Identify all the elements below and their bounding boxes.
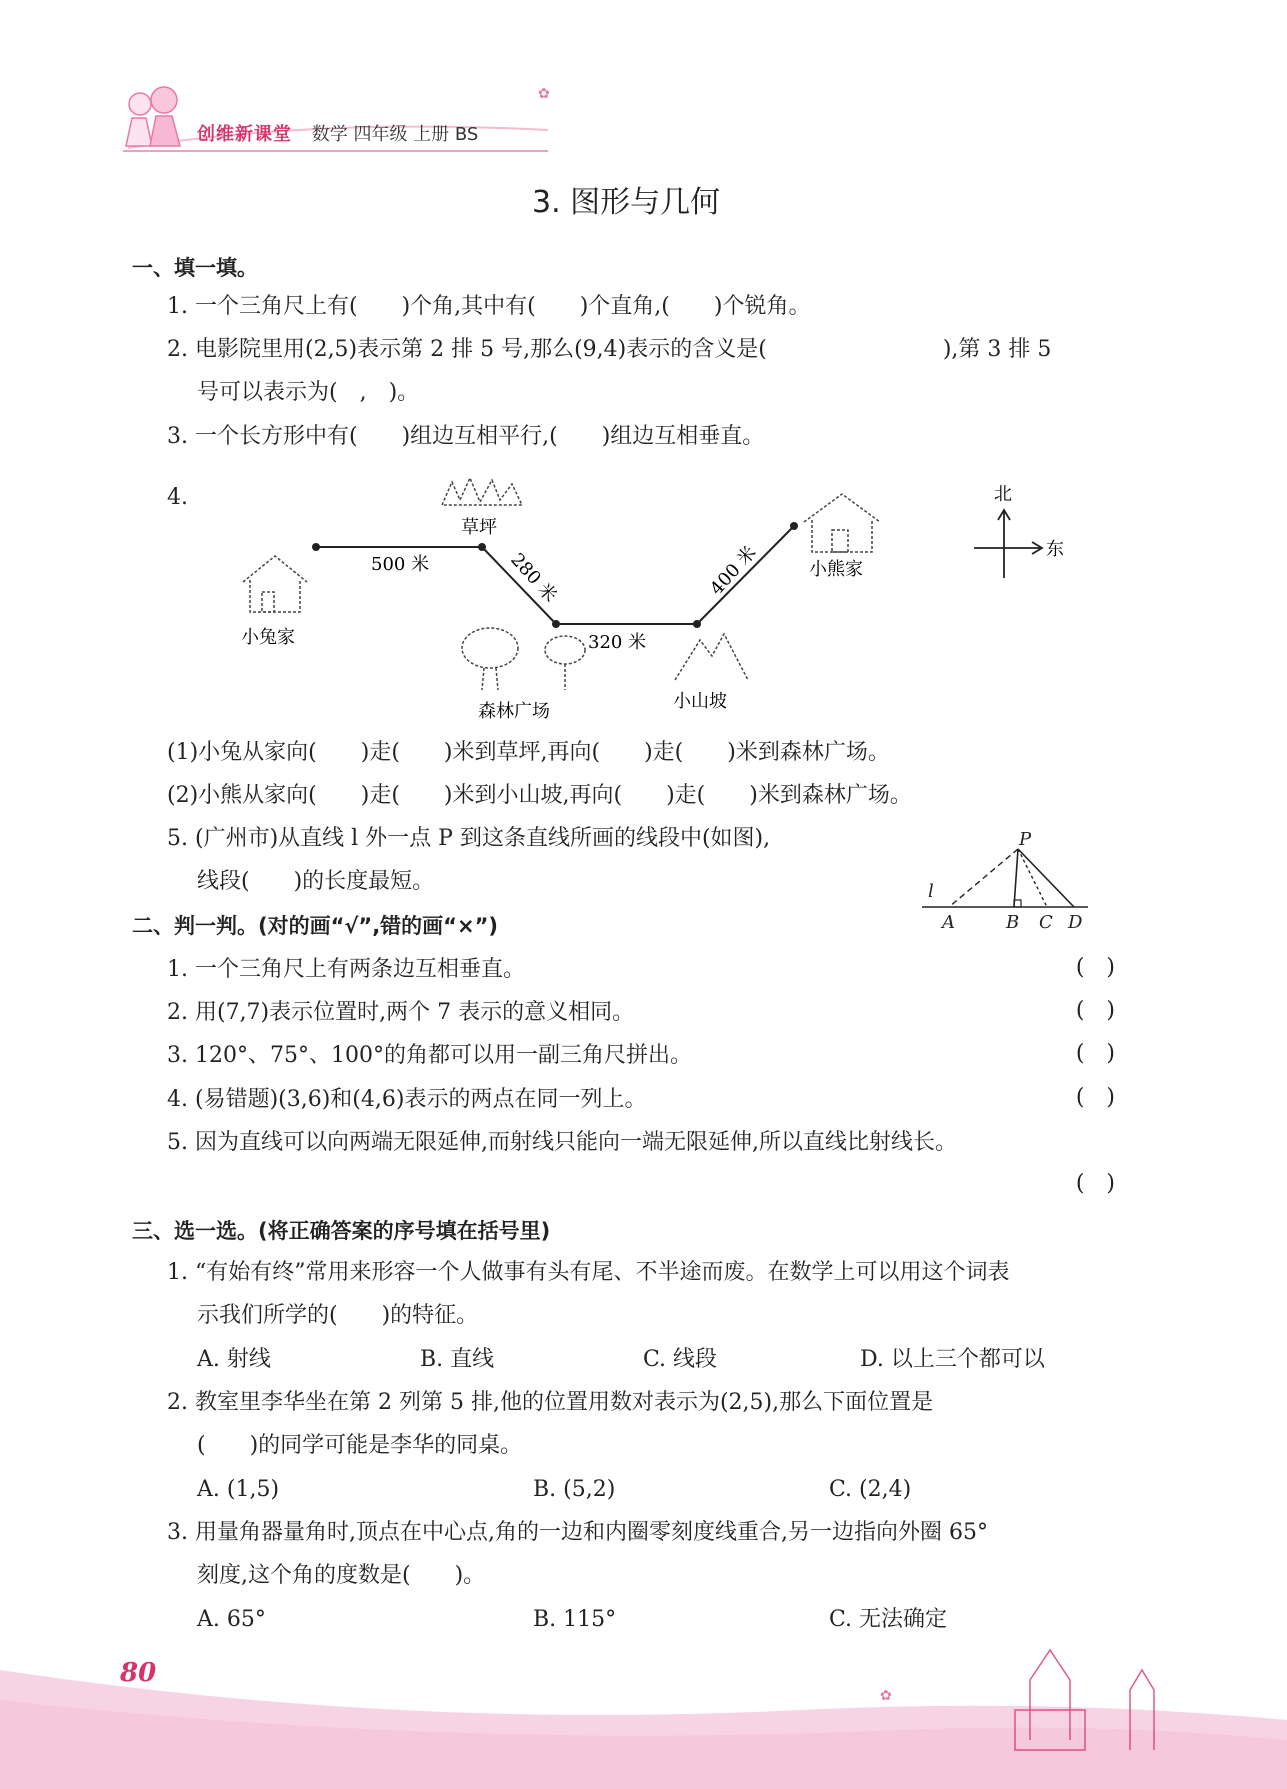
- q4-part2: (2)小熊从家向( )走( )米到小山坡,再向( )走( )米到森林广场。: [167, 783, 912, 808]
- q1-fill-text: 1. 一个三角尺上有( )个角,其中有( )个直角,( )个锐角。: [167, 294, 811, 319]
- compass-east: 东: [1046, 539, 1064, 560]
- choice-q3-option-c[interactable]: C. 无法确定: [829, 1607, 948, 1632]
- choice-q2-option-a[interactable]: A. (1,5): [197, 1477, 280, 1502]
- choice-q1-option-c[interactable]: C. 线段: [643, 1347, 718, 1372]
- point-p-label: P: [1019, 829, 1032, 850]
- cartoon-girls-icon: [126, 87, 180, 146]
- choice-q2-line1: 2. 教室里李华坐在第 2 列第 5 排,他的位置用数对表示为(2,5),那么下面位置是: [167, 1390, 934, 1415]
- point-d-label: D: [1068, 912, 1083, 933]
- page-title: 3. 图形与几何: [532, 185, 721, 220]
- place-rabbit-home: 小兔家: [241, 627, 295, 648]
- place-hill: 小山坡: [673, 691, 727, 712]
- judge-answer-2[interactable]: (): [1075, 998, 1137, 1023]
- header-text: [197, 120, 478, 146]
- section3-heading: 三、选一选。(将正确答案的序号填在括号里): [132, 1219, 551, 1243]
- distance-500: 500 米: [371, 554, 430, 575]
- point-a-label: A: [942, 912, 955, 933]
- place-grass: 草坪: [461, 517, 497, 538]
- path-hill-bear: [697, 526, 794, 624]
- judge-answer-4[interactable]: (): [1075, 1085, 1137, 1110]
- page-number: 80: [120, 1658, 157, 1688]
- judge-item-4: 4. (易错题)(3,6)和(4,6)表示的两点在同一列上。: [167, 1087, 647, 1112]
- footer-wave: [0, 1640, 1287, 1789]
- forest-trees-icon: [462, 628, 585, 690]
- section2-heading: 二、判一判。(对的画“√”,错的画“×”): [132, 914, 498, 938]
- hill-icon: [675, 634, 748, 680]
- point-c-label: C: [1039, 912, 1053, 933]
- bear-house-icon: [804, 494, 880, 552]
- brand-name: 创维新课堂: [197, 124, 292, 145]
- judge-answer-1[interactable]: (): [1075, 955, 1137, 980]
- distance-320: 320 米: [588, 632, 647, 653]
- compass-north: 北: [994, 484, 1012, 505]
- choice-q2-option-b[interactable]: B. (5,2): [533, 1477, 616, 1502]
- judge-item-1: 1. 一个三角尺上有两条边互相垂直。: [167, 957, 525, 982]
- rabbit-house-icon: [243, 556, 307, 612]
- svg-text:✿: ✿: [538, 86, 550, 102]
- choice-q3-option-a[interactable]: A. 65°: [197, 1607, 266, 1632]
- choice-q3-option-b[interactable]: B. 115°: [533, 1607, 617, 1632]
- choice-q1-line1: 1. “有始有终”常用来形容一个人做事有头有尾、不半途而废。在数学上可以用这个词表: [167, 1260, 1010, 1285]
- q5-line2: 线段( )的长度最短。: [197, 869, 435, 894]
- q2-fill-text-line1: 2. 电影院里用(2,5)表示第 2 排 5 号,那么(9,4)表示的含义是( ),第 3 排 5: [167, 337, 1052, 362]
- q2-fill-text-line2: 号可以表示为( , )。: [197, 380, 420, 405]
- distance-400: 400 米: [706, 542, 761, 600]
- choice-q2-option-c[interactable]: C. (2,4): [829, 1477, 912, 1502]
- place-forest-square: 森林广场: [478, 701, 550, 722]
- line-l-label: l: [928, 881, 934, 902]
- grass-icon: [442, 478, 522, 505]
- point-b-label: B: [1006, 912, 1020, 933]
- section1-heading: 一、填一填。: [132, 256, 258, 280]
- q4-number: 4.: [167, 485, 188, 510]
- q3-fill-text: 3. 一个长方形中有( )组边互相平行,( )组边互相垂直。: [167, 424, 765, 449]
- place-bear-home: 小熊家: [809, 559, 863, 580]
- q5-line1: 5. (广州市)从直线 l 外一点 P 到这条直线所画的线段中(如图),: [167, 826, 771, 851]
- judge-item-2: 2. 用(7,7)表示位置时,两个 7 表示的意义相同。: [167, 1000, 635, 1025]
- choice-q3-line2: 刻度,这个角的度数是( )。: [197, 1563, 486, 1588]
- choice-q1-option-a[interactable]: A. 射线: [197, 1347, 271, 1372]
- judge-item-5: 5. 因为直线可以向两端无限延伸,而射线只能向一端无限延伸,所以直线比射线长。: [167, 1130, 957, 1155]
- choice-q3-line1: 3. 用量角器量角时,顶点在中心点,角的一边和内圈零刻度线重合,另一边指向外圈 65°: [167, 1520, 988, 1545]
- choice-q2-line2: ( )的同学可能是李华的同桌。: [197, 1433, 523, 1458]
- line-segments-figure: [900, 820, 1100, 935]
- judge-answer-3[interactable]: (): [1075, 1041, 1137, 1066]
- choice-q1-line2: 示我们所学的( )的特征。: [197, 1303, 479, 1328]
- choice-q1-option-d[interactable]: D. 以上三个都可以: [860, 1347, 1045, 1372]
- map-figure: [200, 470, 1100, 730]
- judge-item-3: 3. 120°、75°、100°的角都可以用一副三角尺拼出。: [167, 1043, 692, 1068]
- choice-q1-option-b[interactable]: B. 直线: [420, 1347, 495, 1372]
- book-subject: 数学 四年级 上册 BS: [311, 124, 479, 145]
- distance-280: 280 米: [506, 549, 561, 607]
- compass-icon: [974, 510, 1042, 578]
- judge-answer-5[interactable]: (): [1075, 1171, 1137, 1196]
- q4-part1: (1)小兔从家向( )走( )米到草坪,再向( )走( )米到森林广场。: [167, 740, 890, 765]
- svg-text:✿: ✿: [880, 1688, 892, 1704]
